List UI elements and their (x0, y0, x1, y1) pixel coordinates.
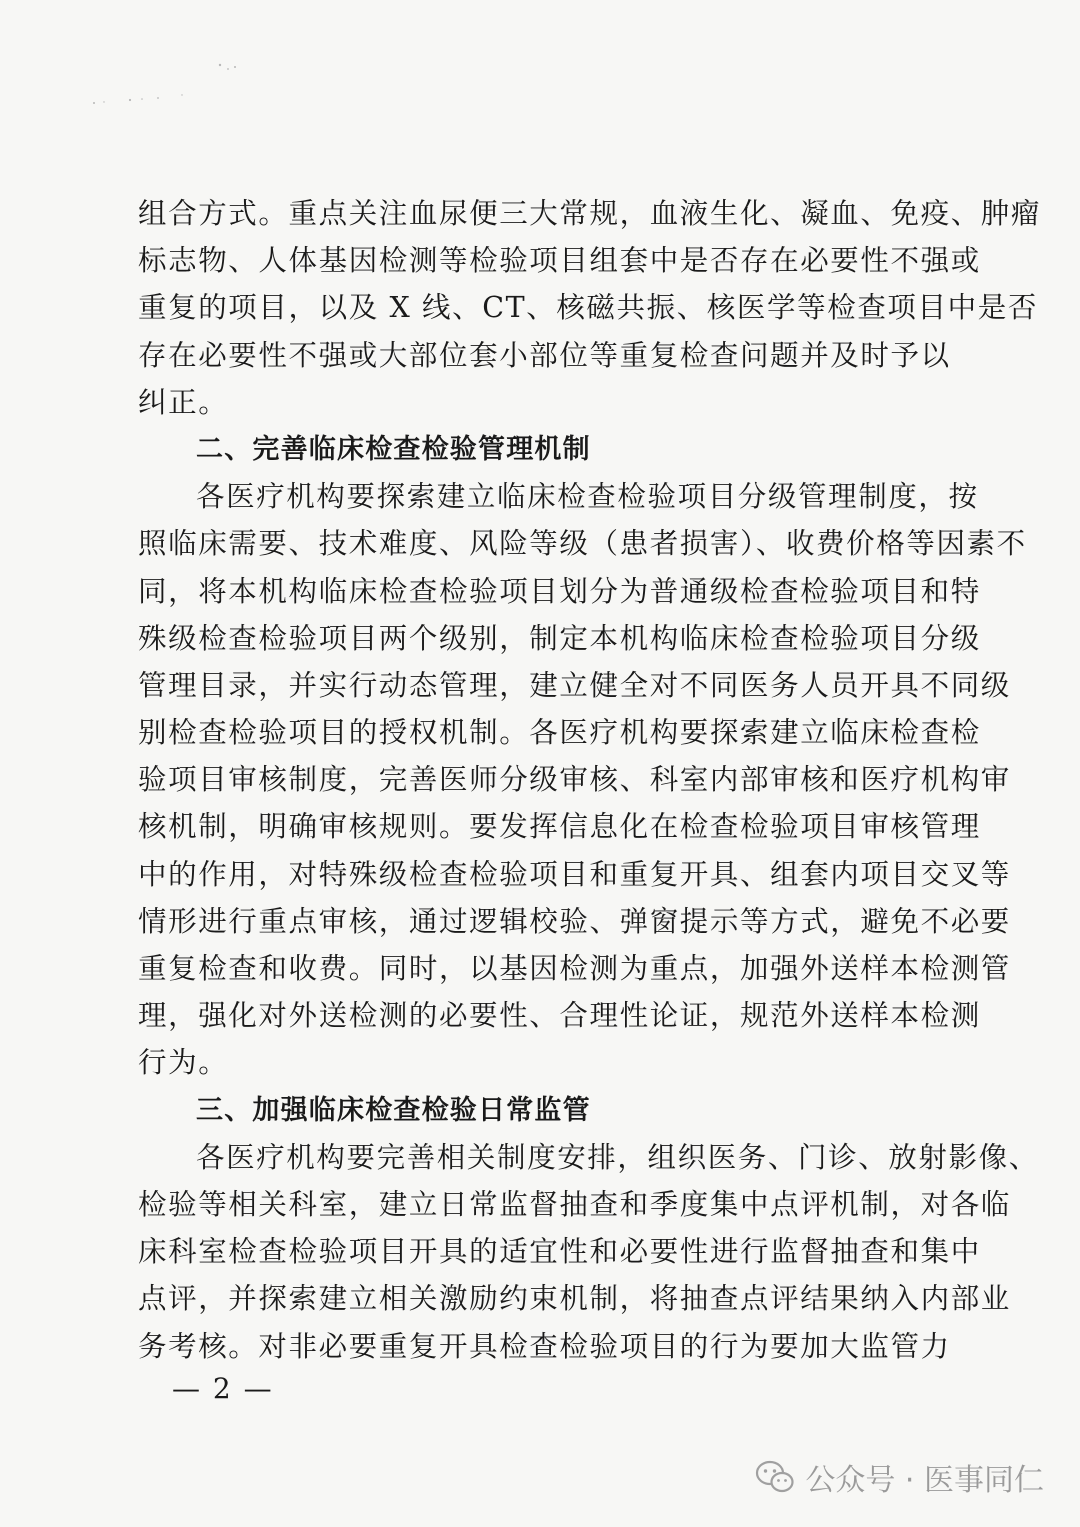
text-line: 重复检查和收费。同时，以基因检测为重点，加强外送样本检测管 (138, 952, 1011, 985)
section-3-paragraph (138, 1134, 1039, 1370)
section-2-paragraph (138, 473, 1027, 1086)
text-line: 殊级检查检验项目两个级别，制定本机构临床检查检验项目分级 (138, 621, 981, 655)
text-line: 检验等相关科室，建立日常监督抽查和季度集中点评机制，对各临 (138, 1187, 1011, 1221)
text-line: 各医疗机构要探索建立临床检查检验项目分级管理制度，按 (196, 480, 979, 514)
text-line: 行为。 (138, 1046, 229, 1080)
watermark-text: 公众号 · 医事同仁 (805, 1463, 1044, 1498)
text-line: 管理目录，并实行动态管理，建立健全对不同医务人员开具不同级 (138, 668, 1011, 702)
text-line: 核机制，明确审核规则。要发挥信息化在检查检验项目审核管理 (138, 810, 981, 844)
text-line: 存在必要性不强或大部位套小部位等重复检查问题并及时予以 (138, 338, 951, 372)
text-line: 别检查检验项目的授权机制。各医疗机构要探索建立临床检查检 (138, 716, 981, 750)
document-body (138, 190, 1042, 1370)
text-line: 同，将本机构临床检查检验项目划分为普通级检查检验项目和特 (138, 574, 981, 608)
wechat-icon (755, 1460, 795, 1494)
text-line: 验项目审核制度，完善医师分级审核、科室内部审核和医疗机构审 (138, 763, 1011, 797)
page-number: — 2 — (172, 1372, 274, 1405)
scan-specks (70, 55, 290, 115)
text-line: 情形进行重点审核，通过逻辑校验、弹窗提示等方式，避免不必要 (138, 904, 1011, 938)
text-line: 纠正。 (138, 385, 229, 419)
section-heading-2: 二、完善临床检查检验管理机制 (196, 433, 591, 465)
paragraph-continued (138, 190, 1042, 426)
text-line: 重复的项目，以及 X 线、CT、核磁共振、核医学等检查项目中是否 (138, 291, 1038, 325)
text-line: 床科室检查检验项目开具的适宜性和必要性进行监督抽查和集中 (138, 1235, 981, 1269)
text-line: 各医疗机构要完善相关制度安排，组织医务、门诊、放射影像、 (196, 1140, 1039, 1174)
text-line: 标志物、人体基因检测等检验项目组套中是否存在必要性不强或 (138, 244, 981, 278)
text-line: 务考核。对非必要重复开具检查检验项目的行为要加大监管力 (138, 1329, 951, 1363)
text-line: 组合方式。重点关注血尿便三大常规，血液生化、凝血、免疫、肿瘤 (138, 197, 1042, 230)
section-heading-3: 三、加强临床检查检验日常监管 (196, 1094, 591, 1126)
text-line: 中的作用，对特殊级检查检验项目和重复开具、组套内项目交叉等 (138, 857, 1011, 891)
text-line: 照临床需要、技术难度、风险等级（患者损害）、收费价格等因素不 (138, 527, 1027, 561)
text-line: 点评，并探索建立相关激励约束机制，将抽查点评结果纳入内部业 (138, 1282, 1011, 1316)
text-line: 理，强化对外送检测的必要性、合理性论证，规范外送样本检测 (138, 999, 981, 1033)
watermark (755, 1455, 1044, 1499)
